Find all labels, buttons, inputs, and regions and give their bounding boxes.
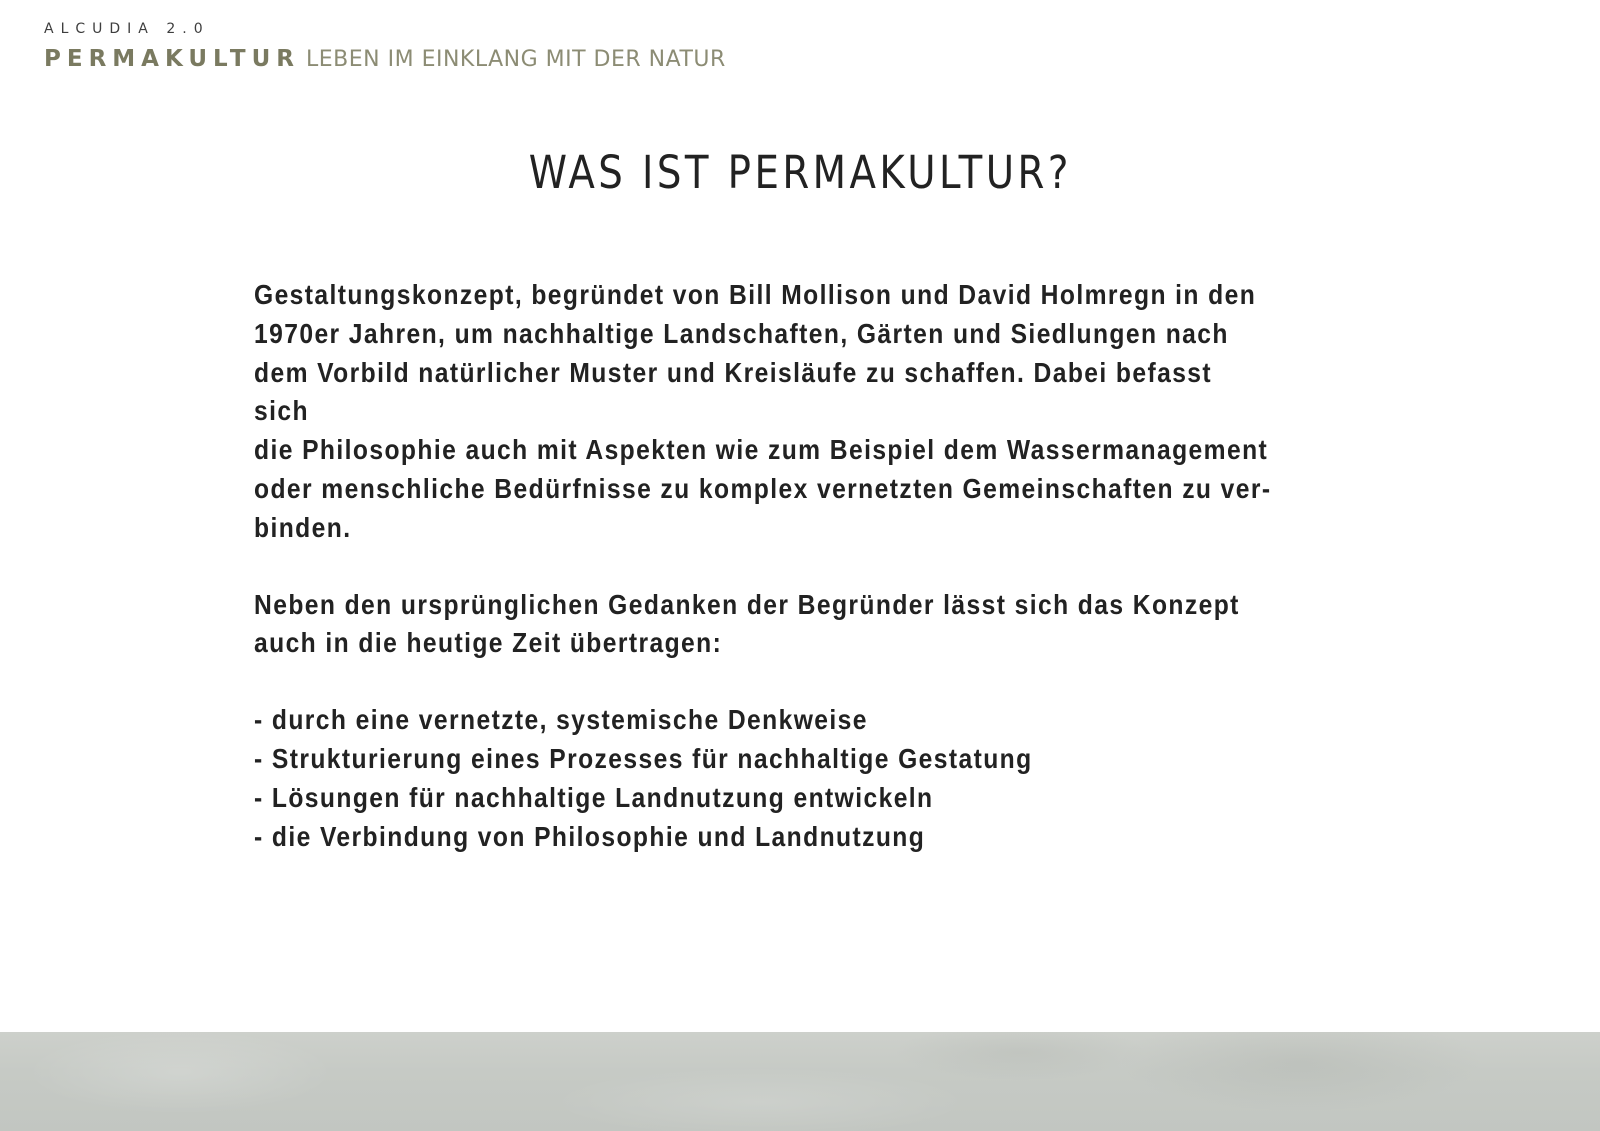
brand-main-title: PERMAKULTUR [44, 46, 300, 72]
list-item: - durch eine vernetzte, systemische Denkweise [254, 704, 868, 736]
paragraph-line: auch in die heutige Zeit übertragen: [254, 627, 723, 659]
header [44, 20, 726, 77]
footer-band [0, 1032, 1600, 1131]
second-paragraph [254, 586, 1275, 664]
list-item: - Strukturierung eines Prozesses für nachhaltige Gestatung [254, 742, 1033, 774]
paragraph-line: Gestaltungskonzept, begründet von Bill Mollison und David Holmregn in den [254, 279, 1257, 310]
bullet-list [254, 701, 1275, 856]
brand-line [44, 44, 726, 77]
brand-small-title: ALCUDIA 2.0 [44, 21, 210, 37]
brand-tagline: LEBEN IM EINKLANG MIT DER NATUR [306, 47, 726, 72]
intro-paragraph [254, 276, 1275, 548]
paragraph-line: 1970er Jahren, um nachhaltige Landschaften, Gärten und Siedlungen nach [254, 317, 1229, 349]
paragraph-line: die Philosophie auch mit Aspekten wie zum Beispiel dem Wassermanagement [254, 434, 1269, 466]
list-item: - die Verbindung von Philosophie und Landnutzung [254, 820, 926, 852]
footer-texture [0, 1032, 1600, 1131]
paragraph-line: binden. [254, 511, 352, 543]
paragraph-line: oder menschliche Bedürfnisse zu komplex vernetzten Gemeinschaften zu ver- [254, 472, 1272, 504]
main-content [254, 276, 1275, 856]
list-item: - Lösungen für nachhaltige Landnutzung entwickeln [254, 781, 934, 813]
paragraph-line: dem Vorbild natürlicher Muster und Kreisläufe zu schaffen. Dabei befasst sich [254, 356, 1213, 427]
page-title: WAS IST PERMAKULTUR? [528, 146, 1072, 199]
paragraph-line: Neben den ursprünglichen Gedanken der Begründer lässt sich das Konzept [254, 588, 1240, 620]
